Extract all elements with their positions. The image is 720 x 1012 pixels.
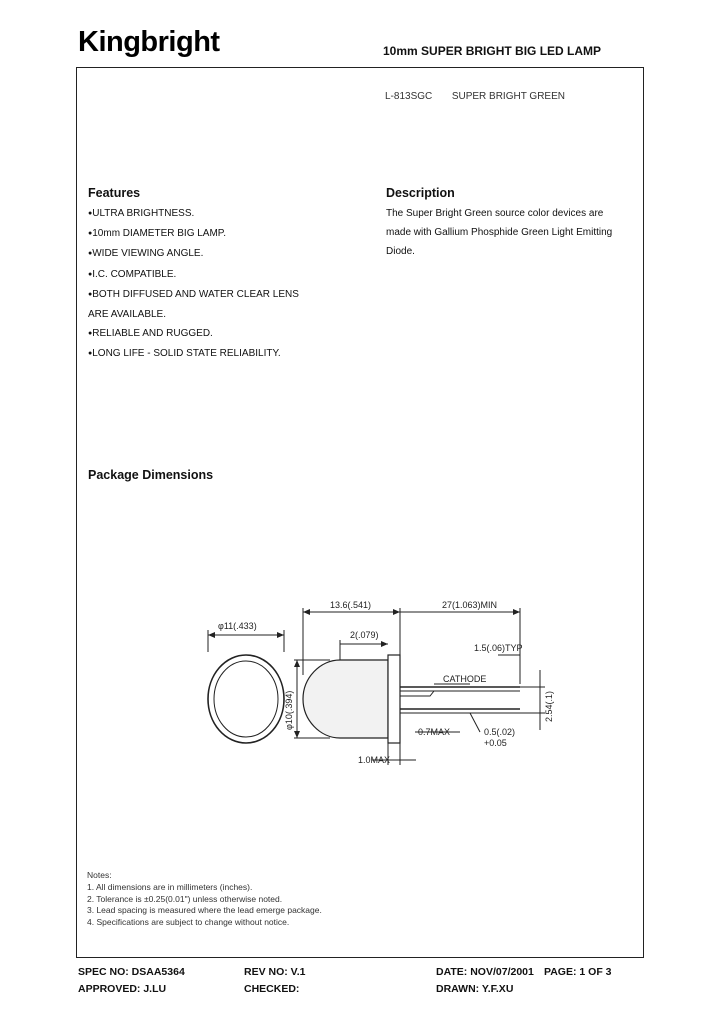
feature-item: ●LONG LIFE - SOLID STATE RELIABILITY. <box>88 348 281 360</box>
feature-item: ●ULTRA BRIGHTNESS. <box>88 208 195 219</box>
feature-item-continuation: ARE AVAILABLE. <box>88 309 167 321</box>
features-heading: Features <box>88 186 141 200</box>
spec-number: SPEC NO: DSAA5364 <box>78 966 185 978</box>
document-title: 10mm SUPER BRIGHT BIG LED LAMP <box>383 44 602 58</box>
lamp-front-inner <box>214 661 278 737</box>
body-length-dim-label: 13.6(.541) <box>330 600 372 610</box>
note-item: 3. Lead spacing is measured where the lead emerge package. <box>87 905 322 916</box>
lens-diameter-dim-label: φ10(.394) <box>284 690 294 730</box>
lead-offset-dim-label: 1.5(.06)TYP <box>474 643 523 653</box>
lead-spacing-dim-label: 2.54(.1) <box>544 690 554 722</box>
note-item: 4. Specifications are subject to change without notice. <box>87 917 290 928</box>
flange-length-label: 1.0MAX <box>358 755 391 765</box>
part-number: L-813SGC <box>385 91 433 102</box>
description-line: The Super Bright Green source color devices are <box>386 208 604 219</box>
feature-item: ●RELIABLE AND RUGGED. <box>88 328 213 340</box>
cathode-label: CATHODE <box>443 674 487 684</box>
drawn-by: DRAWN: Y.F.XU <box>436 983 514 995</box>
feature-item: ●10mm DIAMETER BIG LAMP. <box>88 228 226 240</box>
company-logo: Kingbright <box>78 26 220 58</box>
feature-item: ●BOTH DIFFUSED AND WATER CLEAR LENS <box>88 288 299 300</box>
package-dimensions-heading: Package Dimensions <box>88 468 214 482</box>
revision-number: REV NO: V.1 <box>244 966 306 978</box>
checked-by: CHECKED: <box>244 983 300 995</box>
lamp-flange <box>388 655 400 743</box>
dome-dim-label: 2(.079) <box>350 630 379 640</box>
feature-item: ●WIDE VIEWING ANGLE. <box>88 248 204 260</box>
lamp-side-body <box>303 660 388 738</box>
page-number: PAGE: 1 OF 3 <box>544 966 612 978</box>
lead-size-label: 0.5(.02) <box>484 727 516 737</box>
description-line: Diode. <box>386 246 415 258</box>
lead-tolerance-label: +0.05 <box>484 738 507 748</box>
date: DATE: NOV/07/2001 <box>436 966 534 978</box>
lead-length-dim-label: 27(1.063)MIN <box>442 600 498 610</box>
lamp-front-outer <box>208 655 284 743</box>
flange-max-label: 0.7MAX <box>418 727 451 737</box>
description-heading: Description <box>386 186 455 200</box>
note-item: 2. Tolerance is ±0.25(0.01") unless otherwise noted. <box>87 893 283 904</box>
note-item: 1. All dimensions are in millimeters (inches). <box>87 881 253 892</box>
description-line: made with Gallium Phosphide Green Light Emitting <box>386 227 613 239</box>
notes-heading: Notes: <box>87 870 112 880</box>
diameter-dim-label: φ11(.433) <box>218 621 257 631</box>
approved-by: APPROVED: J.LU <box>78 983 167 995</box>
notes-block <box>87 870 322 929</box>
part-description: SUPER BRIGHT GREEN <box>451 91 565 102</box>
feature-item: ●I.C. COMPATIBLE. <box>88 268 177 280</box>
